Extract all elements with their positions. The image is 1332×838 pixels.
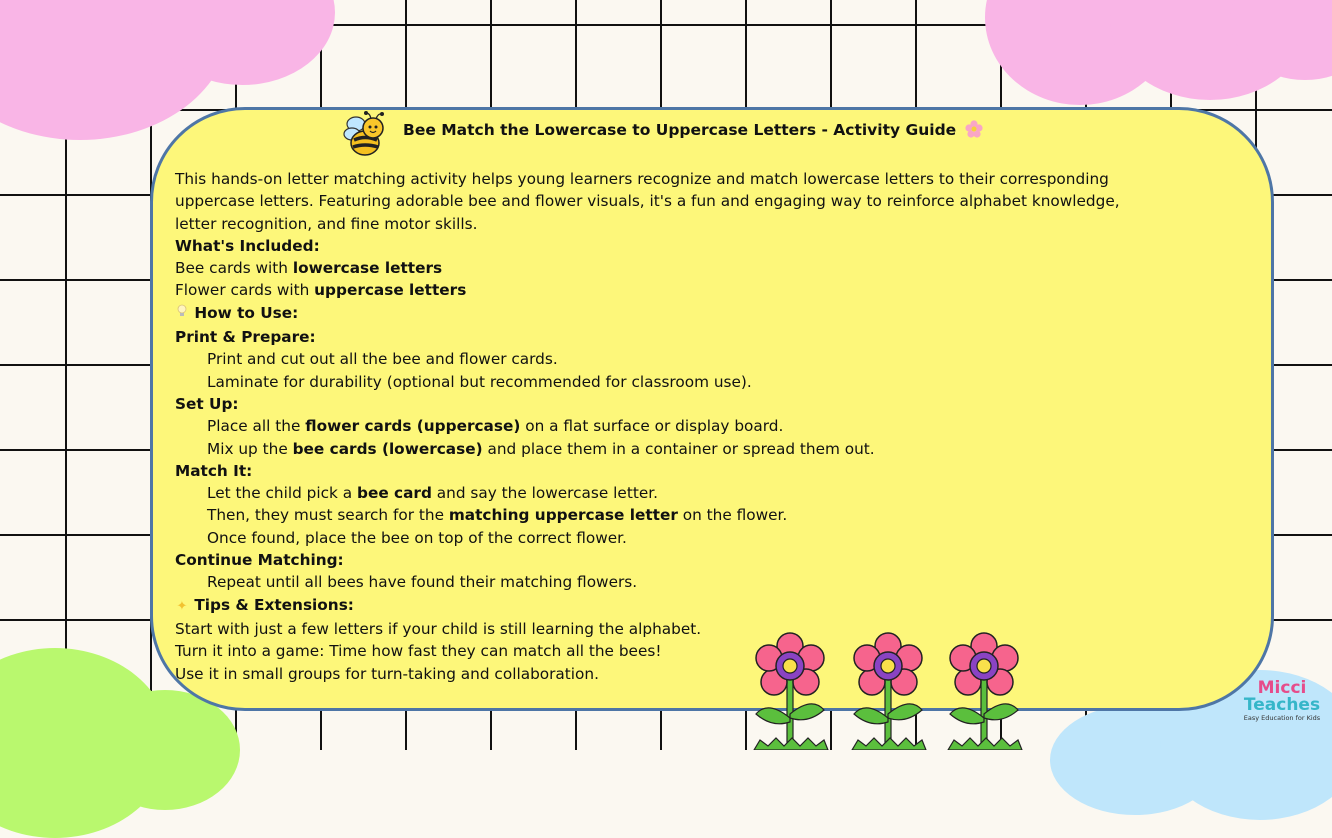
how-to-use-heading: How to Use: — [175, 302, 1235, 326]
print-heading: Print & Prepare: — [175, 328, 316, 347]
sparkles-icon: ✦ — [176, 598, 188, 614]
tip-item: Use it in small groups for turn-taking and collaboration. — [175, 664, 599, 683]
step-item: Then, they must search for the matching uppercase letter on the flower. — [207, 506, 788, 525]
step-item: Mix up the bee cards (lowercase) and place them in a container or spread them out. — [207, 439, 875, 458]
step-item: Let the child pick a bee card and say the lowercase letter. — [207, 484, 658, 503]
step-item: Place all the flower cards (uppercase) on a flat surface or display board. — [207, 417, 784, 436]
list-item: Flower cards with uppercase letters — [175, 281, 467, 300]
intro-line: This hands-on letter matching activity helps young learners recognize and match lowercase letters to their corresponding — [175, 170, 1109, 188]
brand-logo: Micci Teaches Easy Education for Kids — [1243, 678, 1321, 722]
intro-line: letter recognition, and fine motor skills. — [175, 214, 478, 233]
step-item: Print and cut out all the bee and flower cards. — [207, 350, 558, 369]
activity-guide-body — [175, 168, 1235, 685]
blossom-icon — [965, 120, 983, 138]
step-item: Laminate for durability (optional but recommended for classroom use). — [207, 372, 752, 391]
lightbulb-icon — [175, 304, 189, 326]
intro-line: uppercase letters. Featuring adorable bee and flower visuals, it's a fun and engaging way to reinforce alphabet knowledge, — [175, 192, 1120, 211]
included-heading: What's Included: — [175, 236, 320, 255]
page-title: Bee Match the Lowercase to Uppercase Letters - Activity Guide — [403, 120, 983, 139]
tip-item: Turn it into a game: Time how fast they can match all the bees! — [175, 642, 662, 661]
step-item: Repeat until all bees have found their matching flowers. — [207, 573, 638, 592]
tip-item: Start with just a few letters if your child is still learning the alphabet. — [175, 619, 702, 638]
flowers-illustration — [750, 630, 1040, 750]
step-item: Once found, place the bee on top of the correct flower. — [207, 528, 627, 547]
setup-heading: Set Up: — [175, 394, 239, 413]
match-heading: Match It: — [175, 461, 253, 480]
continue-heading: Continue Matching: — [175, 551, 344, 570]
list-item: Bee cards with lowercase letters — [175, 259, 443, 278]
bee-icon — [342, 110, 388, 158]
tips-heading: ✦ Tips & Extensions: — [175, 594, 1235, 618]
